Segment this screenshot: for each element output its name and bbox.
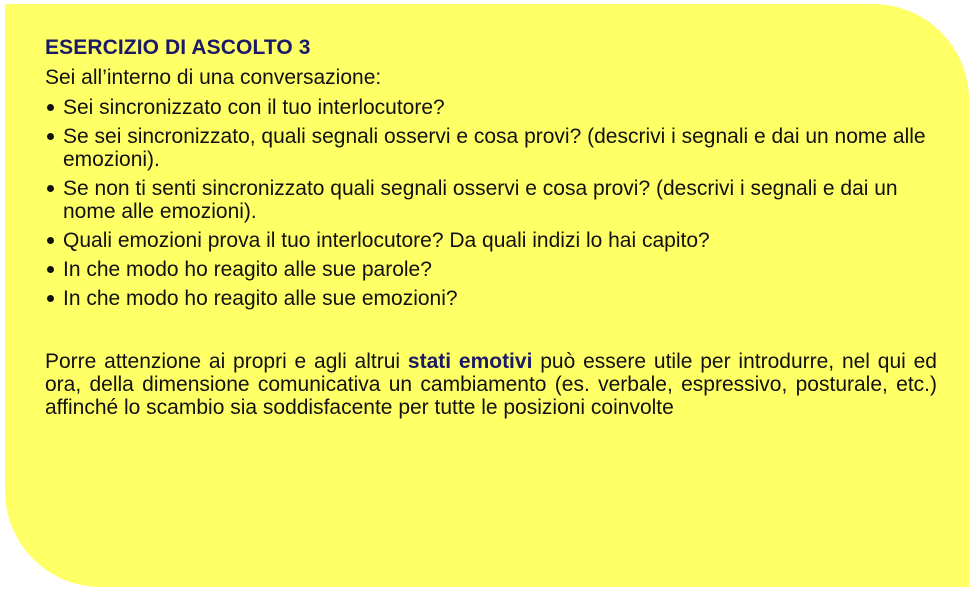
bullet-icon: [47, 237, 54, 244]
closing-text-before: Porre attenzione ai propri e agli altrui: [45, 350, 408, 373]
question-text: In che modo ho reagito alle sue parole?: [63, 258, 432, 281]
list-item: [45, 177, 945, 223]
list-item: [45, 258, 945, 281]
question-text: In che modo ho reagito alle sue emozioni?: [63, 287, 458, 310]
question-text: Sei sincronizzato con il tuo interlocutore?: [63, 96, 445, 119]
list-item: [45, 287, 945, 310]
bullet-icon: [47, 104, 54, 111]
question-text: Quali emozioni prova il tuo interlocutore? Da quali indizi lo hai capito?: [63, 229, 710, 252]
question-text: Se sei sincronizzato, quali segnali osservi e cosa provi? (descrivi i segnali e dai un nome alle emozioni).: [63, 125, 926, 171]
bullet-icon: [47, 185, 54, 192]
exercise-intro: Sei all’interno di una conversazione:: [45, 66, 382, 89]
closing-emphasis: stati emotivi: [407, 350, 533, 373]
closing-text-after: può essere utile per introdurre, nel qui ed ora, della dimensione comunicativa un cambiamento (es. verbale, espressivo, posturale, etc.) affinché lo scambio sia soddisfacente per tutte le posizioni coinvolte: [45, 350, 937, 419]
exercise-title: ESERCIZIO DI ASCOLTO 3: [45, 36, 311, 59]
question-text: Se non ti senti sincronizzato quali segnali osservi e cosa provi? (descrivi i segnali e dai un nome alle emozioni).: [63, 177, 898, 223]
list-item: [45, 96, 945, 119]
list-item: [45, 125, 945, 171]
closing-paragraph: [45, 350, 945, 419]
bullet-icon: [47, 266, 54, 273]
list-item: [45, 229, 945, 252]
question-list: [45, 96, 945, 310]
bullet-icon: [47, 295, 54, 302]
bullet-icon: [47, 133, 54, 140]
exercise-card: [5, 4, 969, 587]
